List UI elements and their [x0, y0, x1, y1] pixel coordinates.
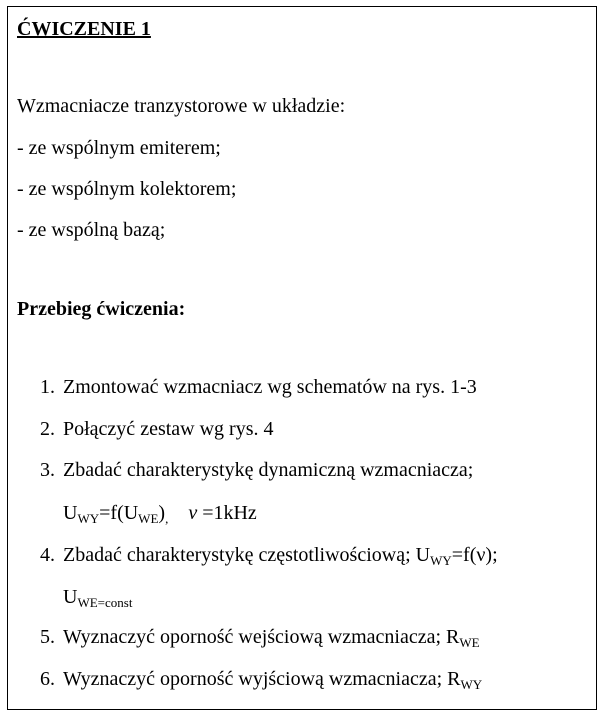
step-number: 5.	[40, 626, 55, 648]
formula-close: )	[158, 502, 166, 524]
step-number: 2.	[40, 418, 55, 440]
step-number: 6.	[40, 668, 55, 690]
formula-r: R	[447, 668, 461, 690]
step-text: Zmontować wzmacniacz wg schematów na rys. 1-3	[63, 376, 477, 398]
bullet-common-collector: - ze wspólnym kolektorem;	[17, 178, 237, 200]
formula-subscript: WE	[459, 635, 480, 650]
step-text	[63, 625, 480, 651]
formula-eq: =f(U	[99, 502, 139, 524]
step-text-main: Zbadać charakterystykę częstotliwościową;	[63, 544, 416, 566]
step-text	[63, 667, 482, 693]
formula-subscript: WY	[460, 677, 483, 692]
intro-text: Wzmacniacze tranzystorowe w układzie:	[17, 95, 346, 117]
bullet-common-base: - ze wspólną bazą;	[17, 219, 166, 241]
step-number: 4.	[40, 544, 55, 566]
step-text-main: Wyznaczyć oporność wejściową wzmacniacza;	[63, 626, 447, 648]
step-text: Połączyć zestaw wg rys. 4	[63, 418, 274, 440]
formula-frequency: =1kHz	[197, 502, 257, 524]
step-text	[63, 543, 498, 569]
exercise-heading: ĆWICZENIE 1	[17, 18, 151, 40]
formula-u: U	[415, 544, 431, 566]
formula-u: U	[63, 586, 78, 608]
formula-r: R	[446, 626, 460, 648]
step-number: 3.	[40, 459, 55, 481]
formula-subscript: WY	[77, 511, 100, 526]
step-text: Zbadać charakterystykę dynamiczną wzmacniacza;	[63, 459, 474, 481]
formula-subscript: WY	[430, 553, 452, 568]
bullet-common-emitter: - ze wspólnym emiterem;	[17, 137, 221, 159]
formula-rest: =f(ν);	[451, 544, 498, 566]
step-text-main: Wyznaczyć oporność wyjściową wzmacniacza;	[63, 668, 448, 690]
step-number: 1.	[40, 376, 55, 398]
formula-separator: ,	[165, 511, 169, 526]
procedure-title: Przebieg ćwiczenia:	[17, 298, 186, 320]
formula-subscript: WE	[138, 511, 159, 526]
formula-subscript: WE=const	[77, 595, 133, 610]
formula-u: U	[63, 502, 78, 524]
step3-formula	[63, 501, 257, 527]
formula-nu: ν	[188, 502, 198, 524]
step4-condition	[63, 585, 132, 611]
